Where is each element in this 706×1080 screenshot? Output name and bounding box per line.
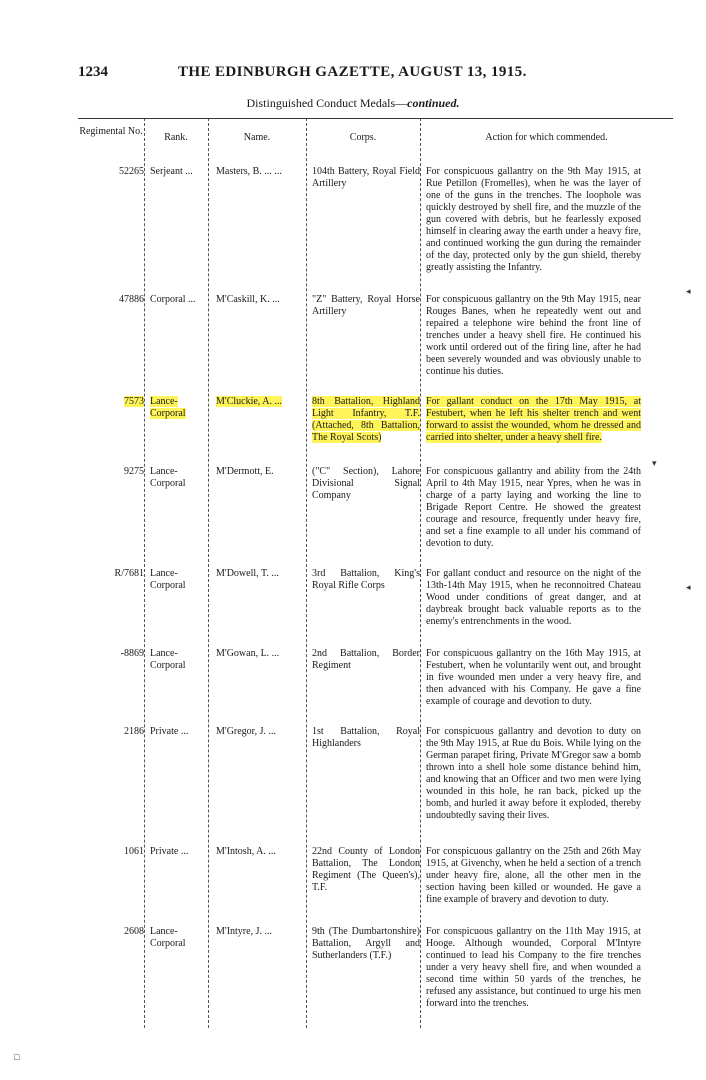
action: For gallant conduct on the 17th May 1915, at Festubert, when he left his shelter trench and went forward to assist the wounded, whom he dressed and carried into shelter, under a heavy shell fire. [426, 396, 641, 443]
section-subtitle [0, 96, 706, 111]
col-header-action: Action for which commended. [485, 132, 608, 143]
corps: 1st Battalion, Royal Highlanders [312, 726, 420, 749]
action: For conspicuous gallantry on the 9th May 1915, at Rue Petillon (Fromelles), when he was the layer of one of the guns in the trenches. The loophole was quickly destroyed by shell fire, and the muzzle of the gun covered with debris, but he fearlessly exposed himself in clearing away the earth under a heavy fire, and continued working the gun during the remainder of the day, protected only by the gun shield, thereby greatly assisting the Infantry. [426, 166, 641, 273]
col-header-name: Name. [243, 132, 271, 143]
name: M'Cluckie, A. ... [216, 396, 282, 407]
rank: Corporal ... [150, 294, 196, 305]
col-header-corps: Corps. [349, 132, 377, 143]
column-divider [420, 118, 421, 1028]
rank: Private ... [150, 846, 189, 857]
column-divider [144, 118, 145, 1028]
col-header-number: Regimental No. [79, 126, 143, 137]
rank: Private ... [150, 726, 189, 737]
name: M'Gregor, J. ... [216, 726, 277, 737]
action: For conspicuous gallantry and ability from the 24th April to 4th May 1915, near Ypres, when he was in charge of a party laying and working the line to Brigade Report Centre. He showed the greatest courage and resource, frequently under heavy fire, and set a fine example to all under his command of devotion to duty. [426, 466, 641, 549]
rank: Lance-Corporal [150, 396, 186, 419]
header-rule [78, 118, 673, 119]
regimental-number: 1061 [124, 846, 144, 857]
subtitle-main: Distinguished Conduct Medals— [246, 96, 408, 110]
medals-table [78, 118, 673, 1009]
action: For gallant conduct and resource on the night of the 13th-14th May 1915, when he reconnoitred Chateau Wood under conditions of great danger, and at daybreak brought back valuable reports as to the enemy's entrenchments in the wood. [426, 568, 641, 627]
action: For conspicuous gallantry on the 11th May 1915, at Hooge. Although wounded, Corporal M'Intyre continued to lead his Company to the fire trenches under a very heavy shell fire, and when wounded a second time within 50 yards of the trenches, he refused any assistance, but continued to urge his men forward into the trenches. [426, 926, 641, 1009]
action: For conspicuous gallantry on the 16th May 1915, at Festubert, when he voluntarily went out, and brought in five wounded men under a very heavy fire, and then advanced with his Company. He gave a fine example of courage and devotion to duty. [426, 648, 641, 707]
scan-mark: ◂ [686, 582, 691, 592]
regimental-number: 47886 [119, 294, 144, 305]
action: For conspicuous gallantry on the 25th and 26th May 1915, at Givenchy, when he held a section of a trench under heavy fire, alone, all the other men in the section having been killed or wounded. He gave a fine example of bravery and devotion to duty. [426, 846, 641, 905]
page-number: 1234 [78, 64, 108, 80]
rank: Lance-Corporal [150, 466, 186, 489]
name: M'Caskill, K. ... [216, 294, 280, 305]
corps: 8th Battalion, Highland Light Infantry, T.F. (Attached, 8th Battalion, The Royal Scots) [312, 396, 420, 443]
corps: "Z" Battery, Royal Horse Artillery [312, 294, 420, 317]
rank: Lance-Corporal [150, 568, 186, 591]
corps: ("C" Section), Lahore Divisional Signal Company [312, 466, 420, 501]
regimental-number: -8869 [120, 648, 144, 659]
corps: 22nd County of London Battalion, The London Regiment (The Queen's), T.F. [312, 846, 420, 893]
corps: 2nd Battalion, Border Regiment [312, 648, 420, 671]
name: Masters, B. ... ... [216, 166, 282, 177]
subtitle-continued: continued. [407, 96, 460, 110]
name: M'Dowell, T. ... [216, 568, 279, 579]
regimental-number: 7573 [124, 396, 144, 407]
page-header [78, 64, 638, 86]
scan-mark: ▾ [652, 458, 657, 468]
name: M'Dermott, E. [216, 466, 274, 477]
rank: Lance-Corporal [150, 926, 186, 949]
name: M'Intyre, J. ... [216, 926, 272, 937]
scan-mark: □ [14, 1052, 20, 1062]
scan-mark: ◂ [686, 286, 691, 296]
regimental-number: 2186 [124, 726, 144, 737]
action: For conspicuous gallantry and devotion to duty on the 9th May 1915, at Rue du Bois. While lying on the German parapet firing, Private M'Gregor saw a bomb thrown into a shell hole some distance behind him, and knowing that an Officer and two men were lying wounded in this hole, he ran back, picked up the bomb, and hurled it away before it exploded, thereby undoubtedly saving their lives. [426, 726, 641, 821]
col-header-rank: Rank. [164, 132, 188, 143]
regimental-number: 9275 [124, 466, 144, 477]
corps: 3rd Battalion, King's Royal Rifle Corps [312, 568, 420, 591]
corps: 104th Battery, Royal Field Artillery [312, 166, 420, 189]
name: M'Intosh, A. ... [216, 846, 276, 857]
regimental-number: R/7681 [114, 568, 144, 579]
rank: Lance-Corporal [150, 648, 186, 671]
action: For conspicuous gallantry on the 9th May 1915, near Rouges Banes, when he repeatedly went out and repaired a telephone wire behind the front line of trenches under a heavy shell fire. He continued his work until ordered out of the firing line, after he had been severely wounded and was obviously unable to continue his duties. [426, 294, 641, 377]
regimental-number: 52265 [119, 166, 144, 177]
name: M'Gowan, L. ... [216, 648, 280, 659]
rank: Serjeant ... [150, 166, 193, 177]
corps: 9th (The Dumbartonshire) Battalion, Argyll and Sutherlanders (T.F.) [312, 926, 420, 961]
regimental-number: 2608 [124, 926, 144, 937]
journal-title: THE EDINBURGH GAZETTE, AUGUST 13, 1915. [178, 64, 527, 80]
table-header [78, 118, 673, 152]
